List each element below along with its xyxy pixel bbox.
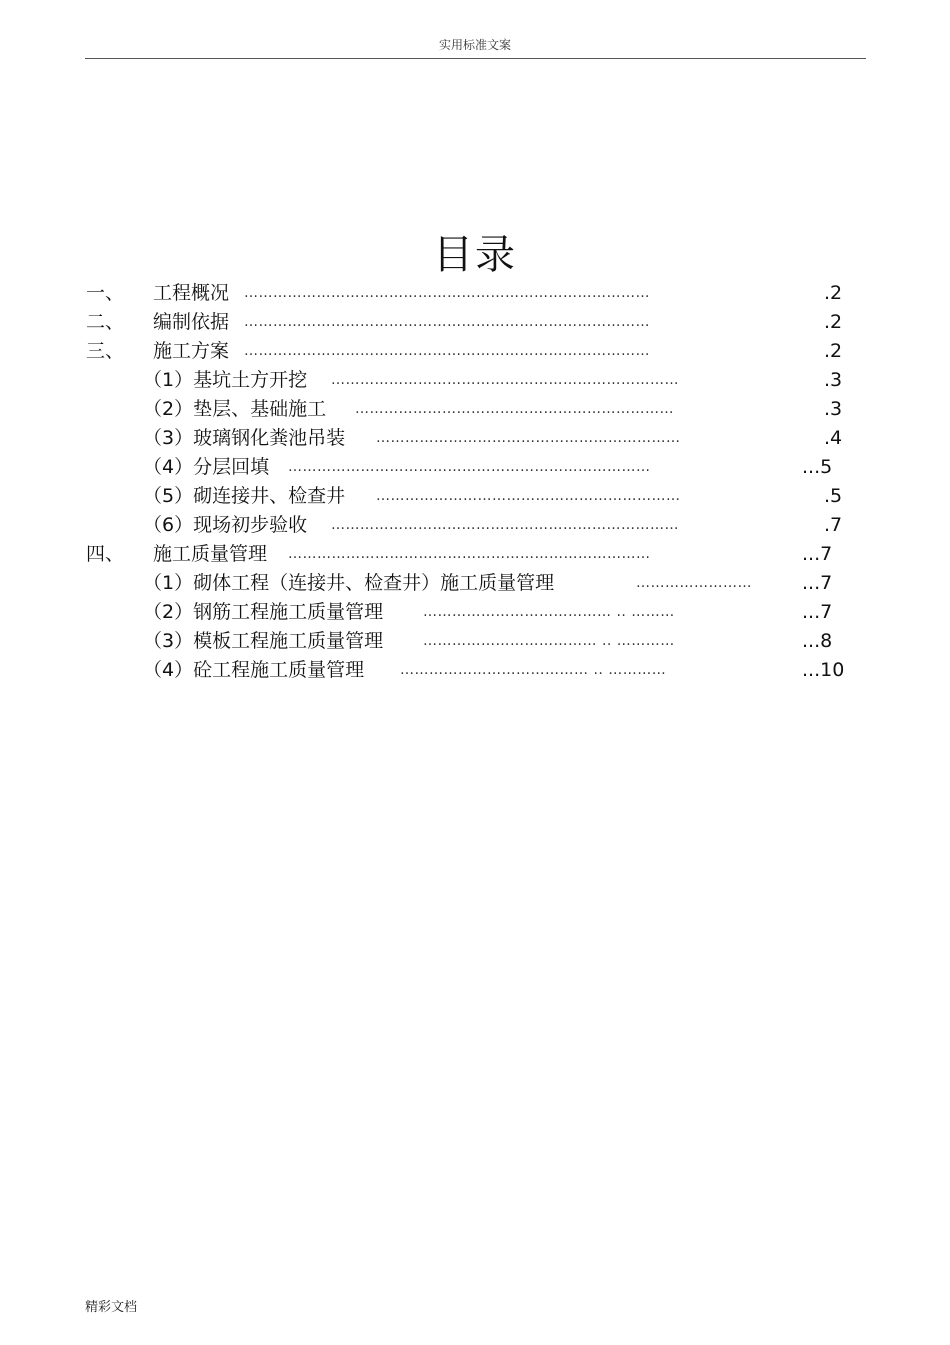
toc-entry[interactable] bbox=[0, 279, 950, 308]
toc-entry-label: 施工质量管理 bbox=[153, 543, 268, 565]
toc-entry-page: .5 bbox=[824, 485, 843, 507]
toc-entry-label: （1）基坑土方开挖 bbox=[143, 369, 308, 391]
toc-entry-leader: ………………………………………………………………… bbox=[288, 459, 651, 475]
toc-entry-page: .2 bbox=[824, 340, 843, 362]
toc-entry[interactable] bbox=[0, 424, 950, 453]
toc-entry-leader: ………………………………………………………………………… bbox=[244, 285, 650, 301]
toc-entry-label: （3）模板工程施工质量管理 bbox=[143, 630, 384, 652]
toc-entry-page: .3 bbox=[824, 369, 843, 391]
toc-entry[interactable] bbox=[0, 540, 950, 569]
toc-entry[interactable] bbox=[0, 627, 950, 656]
toc-entry-number: 二、 bbox=[86, 311, 125, 333]
toc-entry-page: ...7 bbox=[802, 543, 833, 565]
toc-entry-label: （3）玻璃钢化粪池吊装 bbox=[143, 427, 346, 449]
toc-entry-page: ...5 bbox=[802, 456, 833, 478]
toc-entry-page: .3 bbox=[824, 398, 843, 420]
toc-entry-page: .2 bbox=[824, 282, 843, 304]
toc-entry-leader: ……………………………………………………………… bbox=[331, 372, 679, 388]
toc-entry-label: 工程概况 bbox=[153, 282, 230, 304]
toc-entry[interactable] bbox=[0, 656, 950, 685]
page-header: 实用标准文案 bbox=[438, 38, 511, 52]
toc-entry-leader: ………………………………………………………… bbox=[355, 401, 674, 417]
toc-entry-page: ...10 bbox=[802, 659, 845, 681]
toc-entry-page: ...7 bbox=[802, 601, 833, 623]
toc-entry-page: .4 bbox=[824, 427, 843, 449]
toc-entry-label: （5）砌连接井、检查井 bbox=[143, 485, 346, 507]
toc-entry-leader: ……………………………………………………… bbox=[376, 488, 681, 504]
toc-entry-label: （2）钢筋工程施工质量管理 bbox=[143, 601, 384, 623]
toc-entry-leader: ………………………………… .. ………… bbox=[400, 662, 667, 678]
toc-entry-leader: ………………………………… .. ……… bbox=[423, 604, 675, 620]
header-divider bbox=[85, 58, 866, 59]
toc-entry-label: 施工方案 bbox=[153, 340, 230, 362]
toc-entry-page: ...8 bbox=[802, 630, 833, 652]
toc-entry-label: （2）垫层、基础施工 bbox=[143, 398, 327, 420]
toc-entry[interactable] bbox=[0, 366, 950, 395]
toc-entry-page: ...7 bbox=[802, 572, 833, 594]
toc-entry-page: .7 bbox=[824, 514, 843, 536]
page-footer: 精彩文档 bbox=[85, 1300, 138, 1315]
toc-entry[interactable] bbox=[0, 337, 950, 366]
toc-entry-number: 四、 bbox=[86, 543, 125, 565]
toc-entry[interactable] bbox=[0, 598, 950, 627]
toc-entry-leader: ……………………………… .. ………… bbox=[423, 633, 675, 649]
toc-entry-label: （4）砼工程施工质量管理 bbox=[143, 659, 365, 681]
toc-entry-number: 三、 bbox=[86, 340, 125, 362]
toc-entry[interactable] bbox=[0, 511, 950, 540]
toc-entry-leader: ………………………………………………………………………… bbox=[244, 343, 650, 359]
toc-entry-leader: ……………………………………………………… bbox=[376, 430, 681, 446]
toc-entry[interactable] bbox=[0, 395, 950, 424]
toc-entry-label: 编制依据 bbox=[153, 311, 230, 333]
toc-entry-page: .2 bbox=[824, 311, 843, 333]
toc-entry-leader: ………………………………………………………………… bbox=[288, 546, 651, 562]
toc-entry-leader: ……………………………………………………………… bbox=[331, 517, 679, 533]
toc-entry[interactable] bbox=[0, 308, 950, 337]
toc-entry-label: （4）分层回填 bbox=[143, 456, 270, 478]
toc-entry-leader: …………………… bbox=[636, 575, 752, 591]
toc-entry-number: 一、 bbox=[86, 282, 125, 304]
toc-entry-label: （6）现场初步验收 bbox=[143, 514, 308, 536]
toc-entry-leader: ………………………………………………………………………… bbox=[244, 314, 650, 330]
toc-entry[interactable] bbox=[0, 569, 950, 598]
toc-entry[interactable] bbox=[0, 482, 950, 511]
toc-entry[interactable] bbox=[0, 453, 950, 482]
toc-entry-label: （1）砌体工程（连接井、检查井）施工质量管理 bbox=[143, 572, 555, 594]
toc-title: 目录 bbox=[433, 232, 517, 278]
